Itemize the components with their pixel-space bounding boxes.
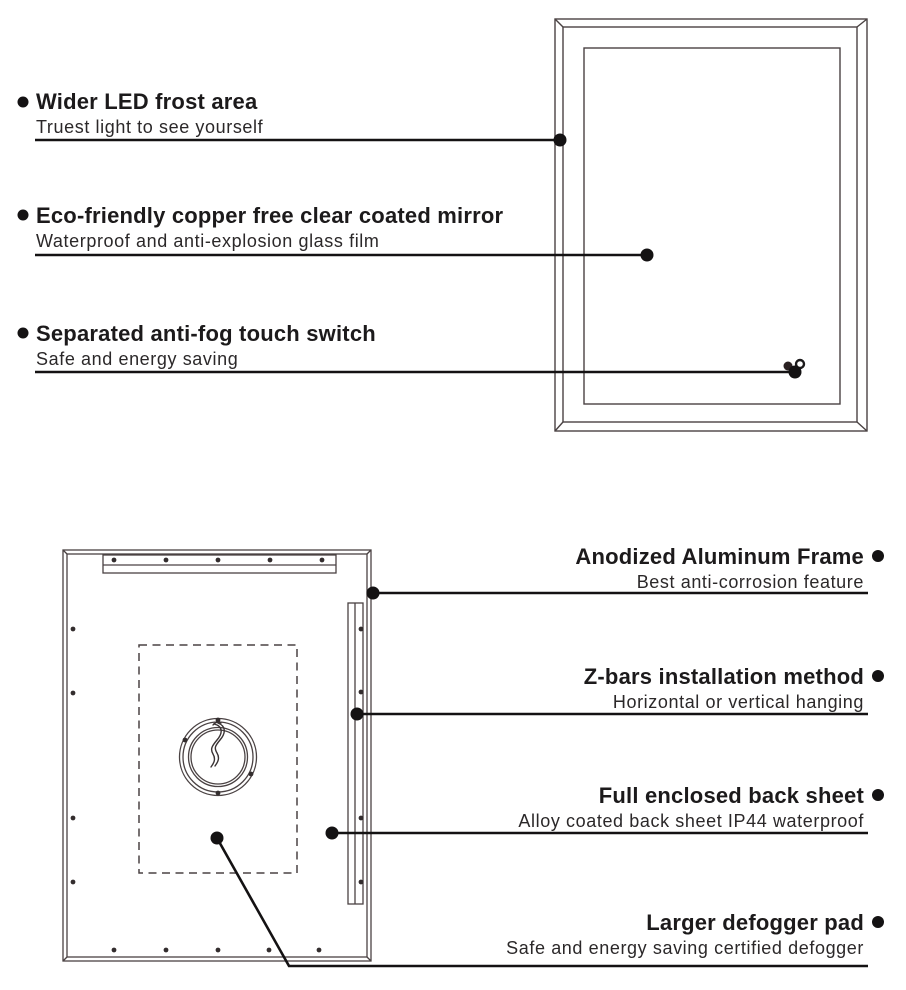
callout-title: Wider LED frost area	[36, 89, 258, 114]
leader-dot	[554, 134, 567, 147]
bullet-icon	[18, 97, 29, 108]
screw-icon	[216, 948, 221, 953]
screw-icon	[112, 948, 117, 953]
callout-subtitle: Horizontal or vertical hanging	[612, 692, 864, 712]
callout-coated-mirror	[36, 202, 503, 252]
screw-icon	[317, 948, 322, 953]
bullet-icon	[872, 916, 884, 928]
screw-icon	[71, 691, 76, 696]
callout-title: Eco-friendly copper free clear coated mirror	[36, 203, 504, 228]
callout-title: Separated anti-fog touch switch	[36, 321, 376, 346]
callout-defogger-pad	[506, 909, 864, 959]
screw-icon	[216, 558, 221, 563]
mirror-front-view	[555, 19, 867, 431]
screw-icon	[71, 816, 76, 821]
power-cable-icon	[211, 722, 224, 767]
screw-icon	[267, 948, 272, 953]
screw-icon	[183, 738, 188, 743]
screw-icon	[268, 558, 273, 563]
callout-z-bars	[584, 663, 864, 713]
front-mitre-bottom-left	[555, 422, 563, 431]
bullet-icon	[872, 789, 884, 801]
front-callout-bullets	[18, 97, 29, 339]
callout-subtitle: Alloy coated back sheet IP44 waterproof	[518, 811, 864, 831]
leader-dot	[351, 708, 364, 721]
screw-icon	[359, 627, 364, 632]
z-bar-vertical	[348, 603, 363, 904]
bullet-icon	[18, 328, 29, 339]
front-mitre-top-left	[555, 19, 563, 27]
leader-dot	[367, 587, 380, 600]
callout-aluminum-frame	[575, 543, 864, 593]
callout-led-frost-area	[36, 88, 263, 138]
front-mitre-top-right	[857, 19, 867, 27]
callout-title: Z-bars installation method	[583, 664, 864, 689]
z-bar-horizontal	[103, 555, 336, 573]
front-bevel-frame	[563, 27, 857, 422]
callout-subtitle: Best anti-corrosion feature	[636, 572, 864, 592]
callout-title: Larger defogger pad	[646, 910, 864, 935]
callout-title: Full enclosed back sheet	[598, 783, 864, 808]
screw-icon	[359, 816, 364, 821]
callout-touch-switch	[36, 320, 376, 370]
callout-back-sheet	[518, 782, 864, 832]
callout-title: Anodized Aluminum Frame	[575, 544, 864, 569]
bullet-icon	[872, 670, 884, 682]
screw-icon	[71, 627, 76, 632]
leader-dot	[211, 832, 224, 845]
back-inner-frame	[67, 554, 367, 957]
callout-subtitle: Waterproof and anti-explosion glass film	[36, 231, 380, 251]
leader-dot	[326, 827, 339, 840]
leader-dot	[789, 366, 802, 379]
callout-subtitle: Safe and energy saving certified defogger	[506, 938, 864, 958]
back-panel-screws	[71, 558, 364, 953]
callout-subtitle: Truest light to see yourself	[36, 117, 264, 137]
front-mitre-bottom-right	[857, 422, 867, 431]
screw-icon	[359, 880, 364, 885]
front-led-frost-area	[584, 48, 840, 404]
screw-icon	[216, 791, 221, 796]
screw-icon	[164, 948, 169, 953]
front-outer-frame	[555, 19, 867, 431]
screw-icon	[71, 880, 76, 885]
screw-icon	[249, 772, 254, 777]
screw-icon	[112, 558, 117, 563]
bullet-icon	[18, 210, 29, 221]
callout-subtitle: Safe and energy saving	[36, 349, 239, 369]
leader-dot	[641, 249, 654, 262]
mirror-back-view	[63, 550, 371, 961]
screw-icon	[320, 558, 325, 563]
screw-icon	[359, 690, 364, 695]
back-callout-bullets	[872, 550, 884, 928]
bullet-icon	[872, 550, 884, 562]
screw-icon	[164, 558, 169, 563]
junction-box-icon	[180, 718, 257, 796]
back-outer-frame	[63, 550, 371, 961]
